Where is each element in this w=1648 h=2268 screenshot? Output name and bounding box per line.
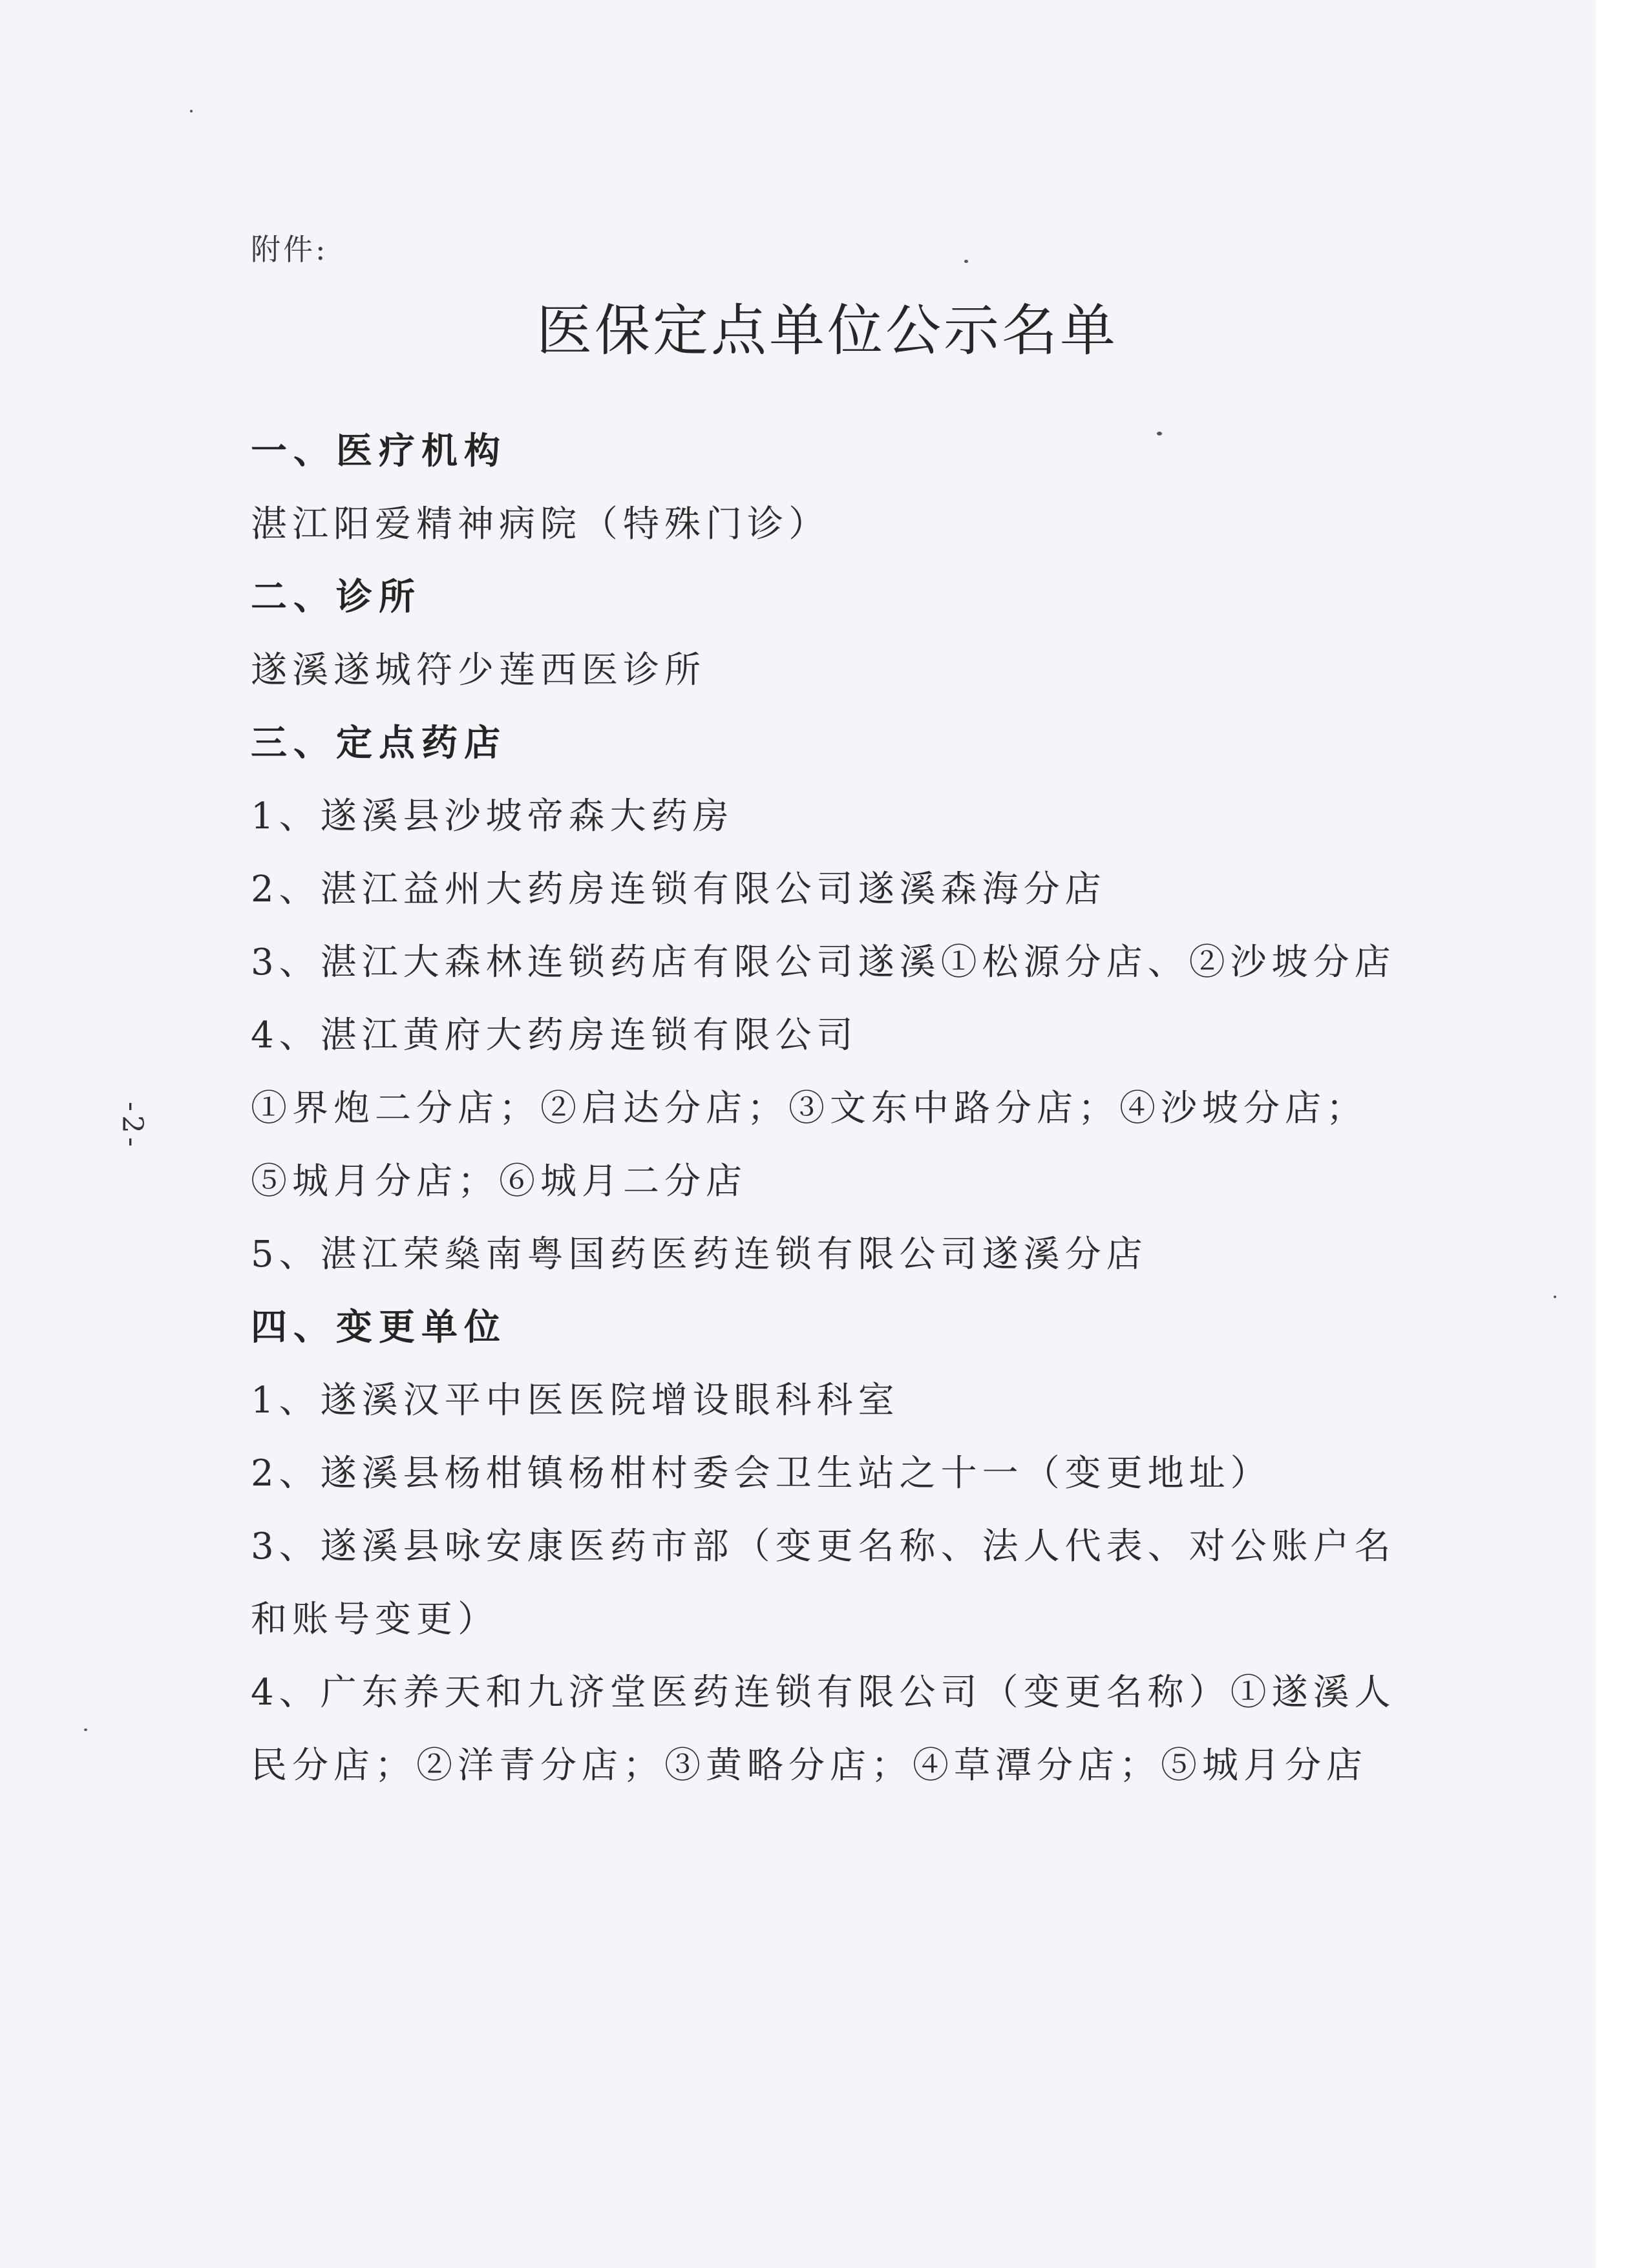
list-item: 4、广东养天和九济堂医药连锁有限公司（变更名称）①遂溪人 <box>251 1672 1396 1714</box>
list-item: 民分店；②洋青分店；③黄略分店；④草潭分店；⑤城月分店 <box>251 1745 1368 1787</box>
list-item: 5、湛江荣燊南粤国药医药连锁有限公司遂溪分店 <box>251 1234 1148 1276</box>
list-item: 3、遂溪县咏安康医药市部（变更名称、法人代表、对公账户名 <box>251 1526 1396 1568</box>
list-item: 2、湛江益州大药房连锁有限公司遂溪森海分店 <box>251 868 1106 910</box>
section-heading: 三、定点药店 <box>251 722 507 764</box>
scan-speck <box>1157 432 1162 436</box>
scan-speck <box>84 1728 87 1731</box>
list-item: 湛江阳爱精神病院（特殊门诊） <box>251 503 830 545</box>
page-number: -2- <box>116 1102 149 1151</box>
list-item: 遂溪遂城符少莲西医诊所 <box>251 649 706 691</box>
list-item: 和账号变更） <box>251 1599 499 1641</box>
document-body <box>251 415 1433 1802</box>
section-heading: 二、诊所 <box>251 576 421 618</box>
list-item: ⑤城月分店；⑥城月二分店 <box>251 1160 747 1202</box>
list-item: 4、湛江黄府大药房连锁有限公司 <box>251 1014 858 1056</box>
attachment-label: 附件: <box>251 232 328 267</box>
section-heading: 四、变更单位 <box>251 1307 507 1349</box>
list-item: 2、遂溪县杨柑镇杨柑村委会卫生站之十一（变更地址） <box>251 1453 1272 1495</box>
document-title: 医保定点单位公示名单 <box>536 299 1118 363</box>
list-item: ①界炮二分店；②启达分店；③文东中路分店；④沙坡分店； <box>251 1087 1368 1129</box>
list-item: 1、遂溪县沙坡帝森大药房 <box>251 795 734 837</box>
list-item: 1、遂溪汉平中医医院增设眼科科室 <box>251 1380 900 1422</box>
scan-speck <box>1554 1296 1556 1298</box>
scan-speck <box>190 110 193 112</box>
scan-speck <box>964 260 968 263</box>
list-item: 3、湛江大森林连锁药店有限公司遂溪①松源分店、②沙坡分店 <box>251 941 1396 983</box>
section-heading: 一、医疗机构 <box>251 430 507 472</box>
